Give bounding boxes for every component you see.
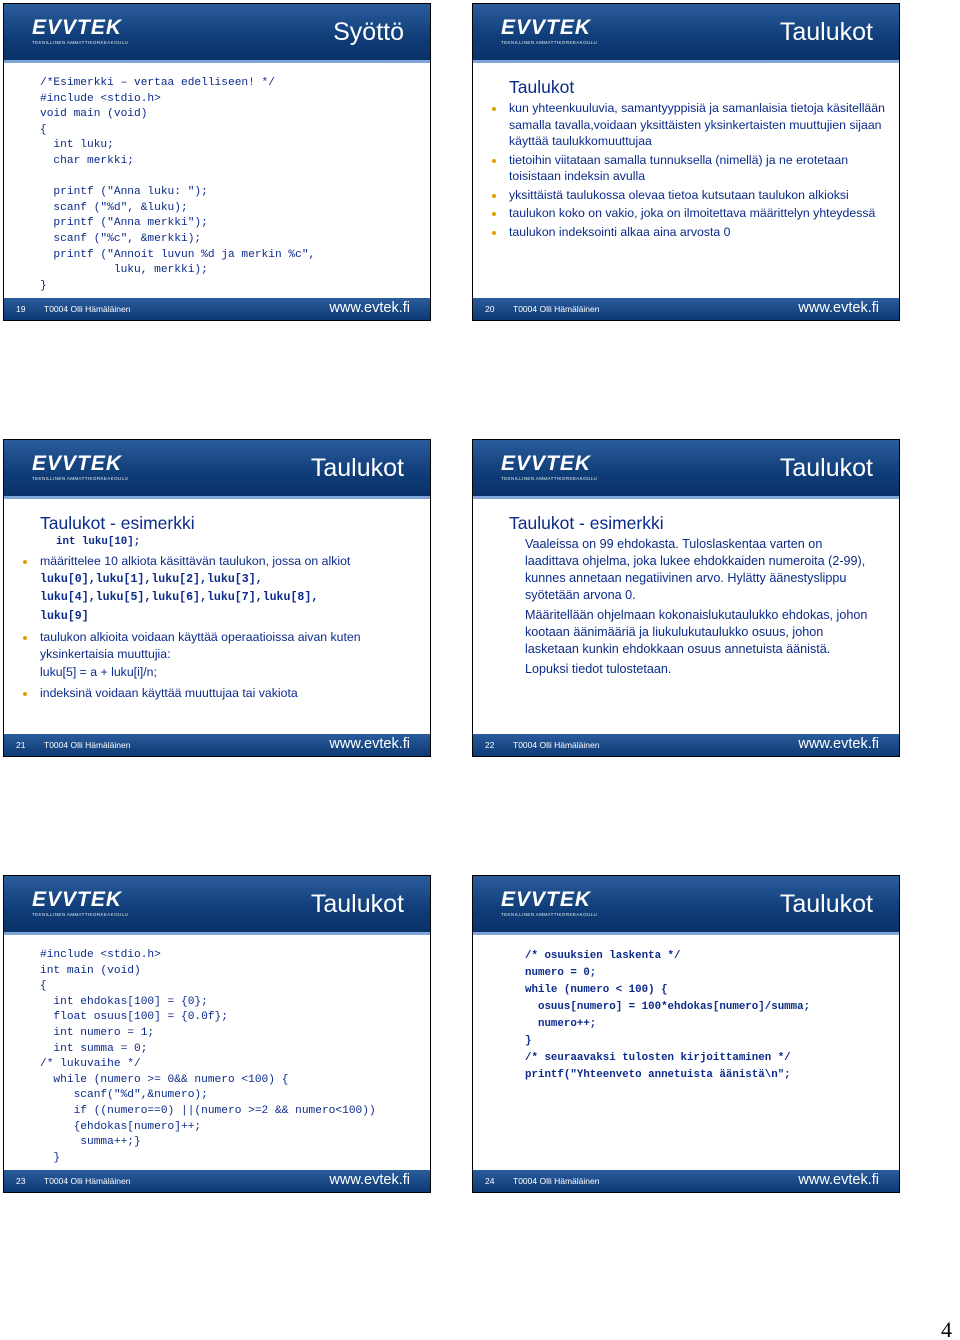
code-line: /* seuraavaksi tulosten kirjoittaminen */: [525, 1052, 791, 1064]
list-item: taulukon indeksointi alkaa aina arvosta 0: [486, 224, 885, 241]
slide-title: Taulukot: [779, 890, 873, 918]
code-line: #include <stdio.h>: [40, 949, 161, 961]
footer-url: www.evtek.fi: [798, 300, 879, 316]
code-line: char merkki;: [40, 154, 134, 167]
page-number: 4: [941, 1317, 952, 1340]
slide-footer: [473, 298, 899, 320]
code-line: numero = 0;: [525, 967, 597, 979]
slide-number: 21: [16, 740, 26, 750]
code-line: /*Esimerkki – vertaa edelliseen! */: [40, 77, 275, 89]
evtek-logo: EVVTEK TEKNILLINEN AMMATTIKORKEAKOULU: [501, 452, 598, 481]
slide-22: [472, 439, 900, 757]
code-line: while (numero >= 0&& numero <100) {: [40, 1073, 289, 1086]
footer-author: T0004 Olli Hämäläinen: [44, 304, 131, 314]
code-line: }: [40, 1151, 61, 1164]
code-line: int numero = 1;: [40, 1026, 155, 1039]
paragraph: Määritellään ohjelmaan kokonaislukutaulukko ehdokas, johon kootaan äänimääriä ja liukulukutaulukko osuus, johon lasketaan kunkin ehdokkaan osuus annetuista äänistä.: [525, 608, 868, 656]
bullet-list: [17, 553, 416, 701]
slide-20: [472, 3, 900, 321]
slide-title: Taulukot: [310, 890, 404, 918]
code-line: numero++;: [525, 1018, 597, 1030]
slide-footer: [4, 734, 430, 756]
code-line: scanf ("%c", &merkki);: [40, 232, 202, 245]
slide-number: 20: [485, 304, 495, 314]
slide-number: 24: [485, 1176, 495, 1186]
evtek-logo: EVVTEK TEKNILLINEN AMMATTIKORKEAKOULU: [32, 452, 129, 481]
code-line: osuus[numero] = 100*ehdokas[numero]/summa;: [525, 1001, 811, 1013]
list-item: taulukon alkioita voidaan käyttää operaatioissa aivan kuten yksinkertaisia muuttujia: luku[5] = a + luku[i]/n;: [17, 629, 416, 681]
slide-23: [3, 875, 431, 1193]
slide-number: 22: [485, 740, 495, 750]
code-line: }: [525, 1035, 532, 1047]
list-item: kun yhteenkuuluvia, samantyyppisiä ja samanlaisia tietoja käsitellään samalla tavalla,voidaan yksittäisten yksinkertaisten muuttujien sijaan käyttää taulukkomuuttujaa: [486, 100, 885, 150]
slide-number: 23: [16, 1176, 26, 1186]
code-declaration: int luku[10];: [56, 536, 141, 548]
code-block: [40, 76, 430, 294]
footer-url: www.evtek.fi: [329, 1172, 410, 1188]
code-line: int main (void): [40, 964, 141, 977]
code-line: int ehdokas[100] = {0};: [40, 995, 208, 1008]
slide-24: [472, 875, 900, 1193]
code-line: }: [40, 279, 47, 292]
paragraph: Vaaleissa on 99 ehdokasta. Tuloslaskentaa varten on laadittava ohjelma, joka lukee ehdokkaiden numeroita (2-99), kunnes annetaan negatiivinen arvo. Hylätty äänestyslippu syötetään arvona 0.: [525, 537, 866, 602]
evtek-logo: EVVTEK TEKNILLINEN AMMATTIKORKEAKOULU: [501, 888, 598, 917]
code-line: {ehdokas[numero]++;: [40, 1120, 202, 1133]
evtek-logo: EVVTEK TEKNILLINEN AMMATTIKORKEAKOULU: [501, 16, 598, 45]
code-line: /* osuuksien laskenta */: [525, 950, 681, 962]
list-item: tietoihin viitataan samalla tunnuksella (nimellä) ja ne erotetaan toisistaan indeksin avulla: [486, 152, 885, 185]
slide-title: Taulukot: [779, 454, 873, 482]
code-line: scanf("%d",&numero);: [40, 1089, 208, 1102]
slide-title: Taulukot: [779, 18, 873, 46]
code-line: void main (void): [40, 108, 148, 121]
code-line: printf("Yhteenveto annetuista äänistä\n";: [525, 1069, 791, 1081]
footer-author: T0004 Olli Hämäläinen: [44, 740, 131, 750]
code-line: {: [40, 123, 47, 136]
code-line: printf ("Annoit luvun %d ja merkin %c",: [40, 248, 316, 261]
code-line: float osuus[100] = {0.0f};: [40, 1011, 228, 1024]
footer-author: T0004 Olli Hämäläinen: [44, 1176, 131, 1186]
slide-21: [3, 439, 431, 757]
footer-url: www.evtek.fi: [798, 1172, 879, 1188]
code-line: summa++;}: [40, 1136, 141, 1149]
slide-footer: [4, 298, 430, 320]
slide-subtitle: Taulukot - esimerkki: [40, 513, 195, 533]
code-line: while (numero < 100) {: [525, 984, 668, 996]
footer-author: T0004 Olli Hämäläinen: [513, 1176, 600, 1186]
code-line: [40, 170, 430, 186]
evtek-logo: EVVTEK TEKNILLINEN AMMATTIKORKEAKOULU: [32, 888, 129, 917]
code-line: #include <stdio.h>: [40, 92, 161, 105]
footer-url: www.evtek.fi: [329, 736, 410, 752]
code-line: luku, merkki);: [40, 264, 208, 277]
footer-author: T0004 Olli Hämäläinen: [513, 304, 600, 314]
code-line: int summa = 0;: [40, 1042, 148, 1055]
slide-title: Syöttö: [333, 18, 404, 46]
code-line: int luku;: [40, 139, 114, 152]
slide-footer: [473, 734, 899, 756]
list-item: indeksinä voidaan käyttää muuttujaa tai vakiota: [17, 685, 416, 702]
slide-subtitle: Taulukot - esimerkki: [509, 513, 664, 533]
slide-footer: [473, 1170, 899, 1192]
code-line: /* lukuvaihe */: [40, 1058, 141, 1071]
code-block: [525, 948, 899, 1084]
slide-title: Taulukot: [310, 454, 404, 482]
slide-footer: [4, 1170, 430, 1192]
code-line: {: [40, 980, 47, 993]
slide-subtitle: Taulukot: [509, 77, 575, 97]
slide-19: [3, 3, 431, 321]
bullet-list: [486, 100, 885, 240]
list-item: yksittäistä taulukossa olevaa tietoa kutsutaan taulukon alkioksi: [486, 187, 885, 204]
footer-url: www.evtek.fi: [798, 736, 879, 752]
code-line: printf ("Anna merkki");: [40, 217, 208, 230]
slide-number: 19: [16, 304, 26, 314]
footer-url: www.evtek.fi: [329, 300, 410, 316]
paragraph: Lopuksi tiedot tulostetaan.: [525, 662, 672, 676]
code-block: [40, 948, 430, 1166]
list-item: taulukon koko on vakio, joka on ilmoitettava määrittelyn yhteydessä: [486, 205, 885, 222]
code-line: printf ("Anna luku: ");: [40, 186, 208, 199]
footer-author: T0004 Olli Hämäläinen: [513, 740, 600, 750]
code-line: scanf ("%d", &luku);: [40, 201, 188, 214]
evtek-logo: EVVTEK TEKNILLINEN AMMATTIKORKEAKOULU: [32, 16, 129, 45]
list-item: määrittelee 10 alkiota käsittävän taulukon, jossa on alkiot luku[0],luku[1],luku[2],luku[3], luku[4],luku[5],luku[6],luku[7],luku[8], luku[9]: [17, 553, 416, 625]
code-line: if ((numero==0) ||(numero >=2 && numero<100)): [40, 1104, 376, 1117]
